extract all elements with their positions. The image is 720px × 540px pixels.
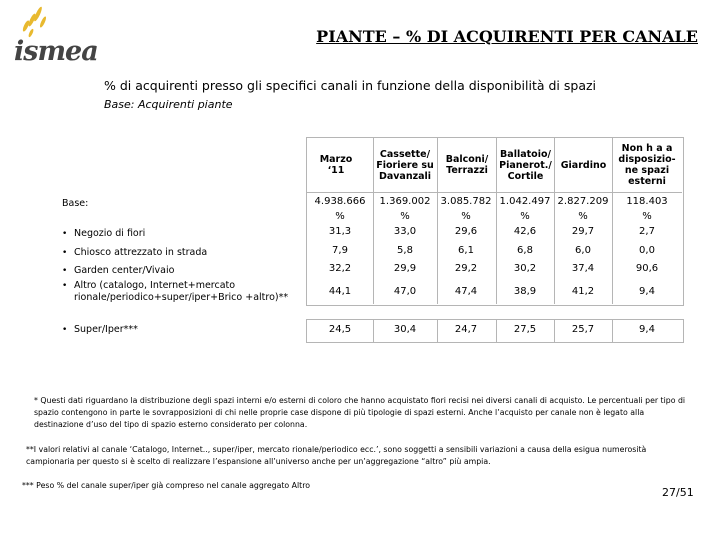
base-label: Base: Acquirenti piante [104, 98, 233, 111]
table-value-cell: 41,2 [571, 286, 595, 297]
col-header-non-esterni: Non h a a disposizio- ne spazi esterni [618, 143, 676, 187]
table-value-cell: 42,6 [513, 226, 537, 237]
base-value-cell: 1.369.002 [379, 196, 431, 207]
super-value-cell: 25,7 [571, 324, 595, 335]
col-header-balconi: Balconi/ Terrazzi [445, 154, 489, 176]
ismea-logo [10, 2, 110, 68]
table-value-cell: 7,9 [332, 245, 348, 256]
table-value-cell: 32,2 [328, 263, 352, 274]
row-label-altro: • Altro (catalogo, Internet+mercato rionale/periodico+super/iper+Brico +altro)** [62, 280, 289, 303]
col-header-giardino: Giardino [560, 159, 607, 171]
page-number: 27/51 [662, 486, 694, 499]
unit-cell: % [335, 211, 345, 222]
footnote-2: **I valori relativi al canale ‘Catalogo, Internet.., super/iper, mercato rionale/periodico ecc.’, sono soggetti a sensibili variazioni a causa della esigua numerosità campionaria per questo si è scelto di realizzare l’espansione all’universo anche per un’aggregazione “altro” più ampia. [26, 445, 647, 466]
table-value-cell: 5,8 [397, 245, 413, 256]
table-value-cell: 30,2 [513, 263, 537, 274]
table-value-cell: 6,8 [517, 245, 533, 256]
page-subtitle: % di acquirenti presso gli specifici canali in funzione della disponibilità di spazi [104, 78, 597, 93]
table-value-cell: 2,7 [639, 226, 655, 237]
row-label-garden: • Garden center/Vivaio [62, 265, 175, 276]
unit-cell: % [642, 211, 652, 222]
table-value-cell: 0,0 [639, 245, 655, 256]
table-value-cell: 33,0 [393, 226, 417, 237]
table-value-cell: 47,4 [454, 286, 478, 297]
base-value-cell: 2.827.209 [557, 196, 609, 207]
table-value-cell: 29,2 [454, 263, 478, 274]
table-value-cell: 37,4 [571, 263, 595, 274]
bullet-icon: • [62, 229, 68, 239]
super-value-cell: 9,4 [639, 324, 655, 335]
col-header-ballatoio: Ballatoio/ Pianerot./ Cortile [499, 148, 552, 182]
bullet-icon: • [62, 325, 68, 335]
unit-cell: % [578, 211, 588, 222]
base-value-cell: 1.042.497 [499, 196, 551, 207]
table-value-cell: 29,9 [393, 263, 417, 274]
table-value-cell: 44,1 [328, 286, 352, 297]
bullet-icon: • [62, 248, 68, 258]
page-title: PIANTE – % DI ACQUIRENTI PER CANALE [316, 27, 698, 46]
super-value-cell: 30,4 [393, 324, 417, 335]
super-value-cell: 24,7 [454, 324, 478, 335]
table-value-cell: 6,0 [575, 245, 591, 256]
base-row-label: Base: [62, 198, 89, 209]
col-header-marzo: Marzo ‘11 [319, 154, 353, 176]
table-value-cell: 38,9 [513, 286, 537, 297]
col-header-cassette: Cassette/ Fioriere su Davanzali [376, 148, 434, 182]
table-value-cell: 6,1 [458, 245, 474, 256]
table-value-cell: 9,4 [639, 286, 655, 297]
row-label-chiosco: • Chiosco attrezzato in strada [62, 247, 208, 258]
table-value-cell: 29,6 [454, 226, 478, 237]
row-label-base [62, 198, 88, 210]
logo-text: ismea [14, 36, 98, 67]
row-label-negozio: • Negozio di fiori [62, 228, 146, 239]
bullet-icon: • [62, 281, 68, 291]
table-value-cell: 90,6 [635, 263, 659, 274]
bullet-icon: • [62, 266, 68, 276]
unit-cell: % [461, 211, 471, 222]
row-label-super: • Super/Iper*** [62, 324, 138, 335]
table-value-cell: 29,7 [571, 226, 595, 237]
base-value-cell: 4.938.666 [314, 196, 366, 207]
super-value-cell: 27,5 [513, 324, 537, 335]
base-value-cell: 3.085.782 [440, 196, 492, 207]
unit-cell: % [520, 211, 530, 222]
table-value-cell: 31,3 [328, 226, 352, 237]
table-value-cell: 47,0 [393, 286, 417, 297]
col-divider [373, 320, 374, 342]
footnote-1: * Questi dati riguardano la distribuzione degli spazi interni e/o esterni di coloro che hanno acquistato fiori recisi nei diversi canali di acquisto. Le percentuali per tipo di spazio contengono in parte le sovrapposizioni di chi nelle proprie case dispone di più tipologie di spazi esterni. Anche l’acquisto per canale non è legato alla destinazione d’uso del tipo di spazio esterno considerato per colonna. [34, 396, 686, 429]
table-header-divider [307, 192, 682, 193]
base-value-cell: 118.403 [626, 196, 668, 207]
unit-cell: % [400, 211, 410, 222]
footnote-3: *** Peso % del canale super/iper già compreso nel canale aggregato Altro [22, 481, 311, 490]
super-value-cell: 24,5 [328, 324, 352, 335]
